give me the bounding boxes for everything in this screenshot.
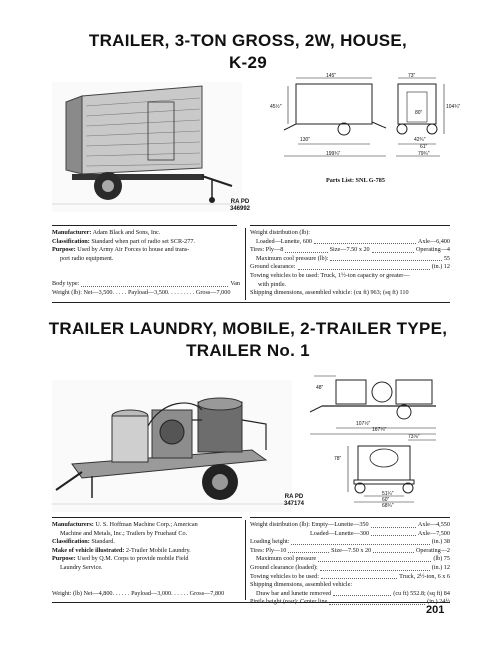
dim-label: 130": [300, 137, 311, 143]
section1-left-specs: Manufacturer: Adam Black and Sons, Inc. Classification: Standard when part of radio set SCR-277. Purpose: Used by Army Air Forces to house and trans- port radio equipment. Body type: Van Weight (lb): Net—3,500. . . . . Payload—3,500. . . . . . . . . Gross—7,000: [52, 229, 240, 296]
house-trailer-photo: [52, 82, 242, 212]
dim-label: 79¾": [418, 151, 430, 157]
dim-label: 51¼": [382, 491, 394, 497]
column-divider: [245, 520, 246, 600]
laundry-trailer-diagram: [308, 372, 448, 506]
divider: [52, 602, 450, 603]
laundry-trailer-photo: [52, 380, 292, 512]
dim-label: 78": [334, 456, 342, 462]
dim-label: 107½": [356, 421, 371, 427]
section2-title: [0, 318, 496, 362]
dim-label: 68¾": [382, 503, 394, 509]
section2-left-specs: Manufacturers: U. S. Hoffman Machine Corp.; American Machine and Metals, Inc.; Trailers by Fruehauf Co. Classification: Standard. Make of vehicle illustrated: 2-Trailer Mobile Laundry. Purpose: Used by Q.M. Corps to provide mobile Field Laundry Service. Weight: (lb) Net—4,800. . . . . . Payload—3,000. . . . . . Gross—7,800: [52, 521, 225, 597]
dim-label: 42¾": [414, 137, 426, 143]
dim-label: 104¾": [446, 104, 461, 110]
page-number: 201: [426, 604, 445, 616]
photo1-ref: RA PD 346992: [230, 199, 251, 212]
section2-title-line2: TRAILER No. 1: [186, 341, 310, 360]
section2-right-specs: Weight distribution (lb): Empty—Lunette—350 Axle—4,550 Loaded—Lunette—300 Axle—7,500 Loading height: (in.) 38 Tires: Ply—10 Size—7.50 x 20 Operating—2 Maximum cool pressure (lb) 75 Ground clearance (loaded): (in.) 12 Towing vehicles to be used: Truck, 2½-ton, 6 x 6 Shipping dimensions, assembled vehicle: Draw bar and lunette removed (cu ft) 552.8; (sq ft) 84 Pintle height (rear): Center line (in.) 24½: [250, 521, 450, 606]
dim-label: 73⅞": [408, 434, 420, 440]
section1-right-specs: Weight distribution (lb): Loaded—Lunette, 600 Axle—6,400 Tires: Ply—8 Size—7.50 x 20 Operating—4 Maximum cool pressure (lb): 55 Ground clearance: (in.) 12 Towing vehicles to be used: Truck, 1½-ton capacity or greater— with pintle. Shipping dimensions, assembled vehicle: (cu ft) 963; (sq ft) 110: [250, 229, 450, 297]
dim-label: 48": [316, 385, 324, 391]
dim-label: 80": [415, 110, 423, 116]
section1-title-line2: K-29: [228, 53, 268, 72]
dim-label: 45½": [270, 104, 282, 110]
dim-label: 60": [382, 497, 390, 503]
dim-label: 199¾": [326, 151, 341, 157]
column-divider: [245, 228, 246, 300]
divider: [52, 225, 237, 226]
divider: [52, 302, 450, 303]
dim-label: 167¼": [372, 427, 387, 433]
section1-title: [0, 30, 496, 74]
divider: [250, 517, 450, 518]
photo2-ref: RA PD 347174: [284, 494, 305, 507]
dim-label: 145": [326, 73, 337, 79]
section1-title-line1: TRAILER, 3-TON GROSS, 2W, HOUSE,: [88, 31, 408, 50]
dim-label: 61": [420, 144, 428, 150]
house-trailer-diagram: [258, 72, 461, 172]
dim-label: 73": [408, 73, 416, 79]
section2-title-line1: TRAILER LAUNDRY, MOBILE, 2-TRAILER TYPE,: [48, 319, 448, 338]
parts-list: Parts List: SNL G-785: [326, 177, 385, 184]
divider: [250, 225, 450, 226]
divider: [52, 517, 242, 518]
